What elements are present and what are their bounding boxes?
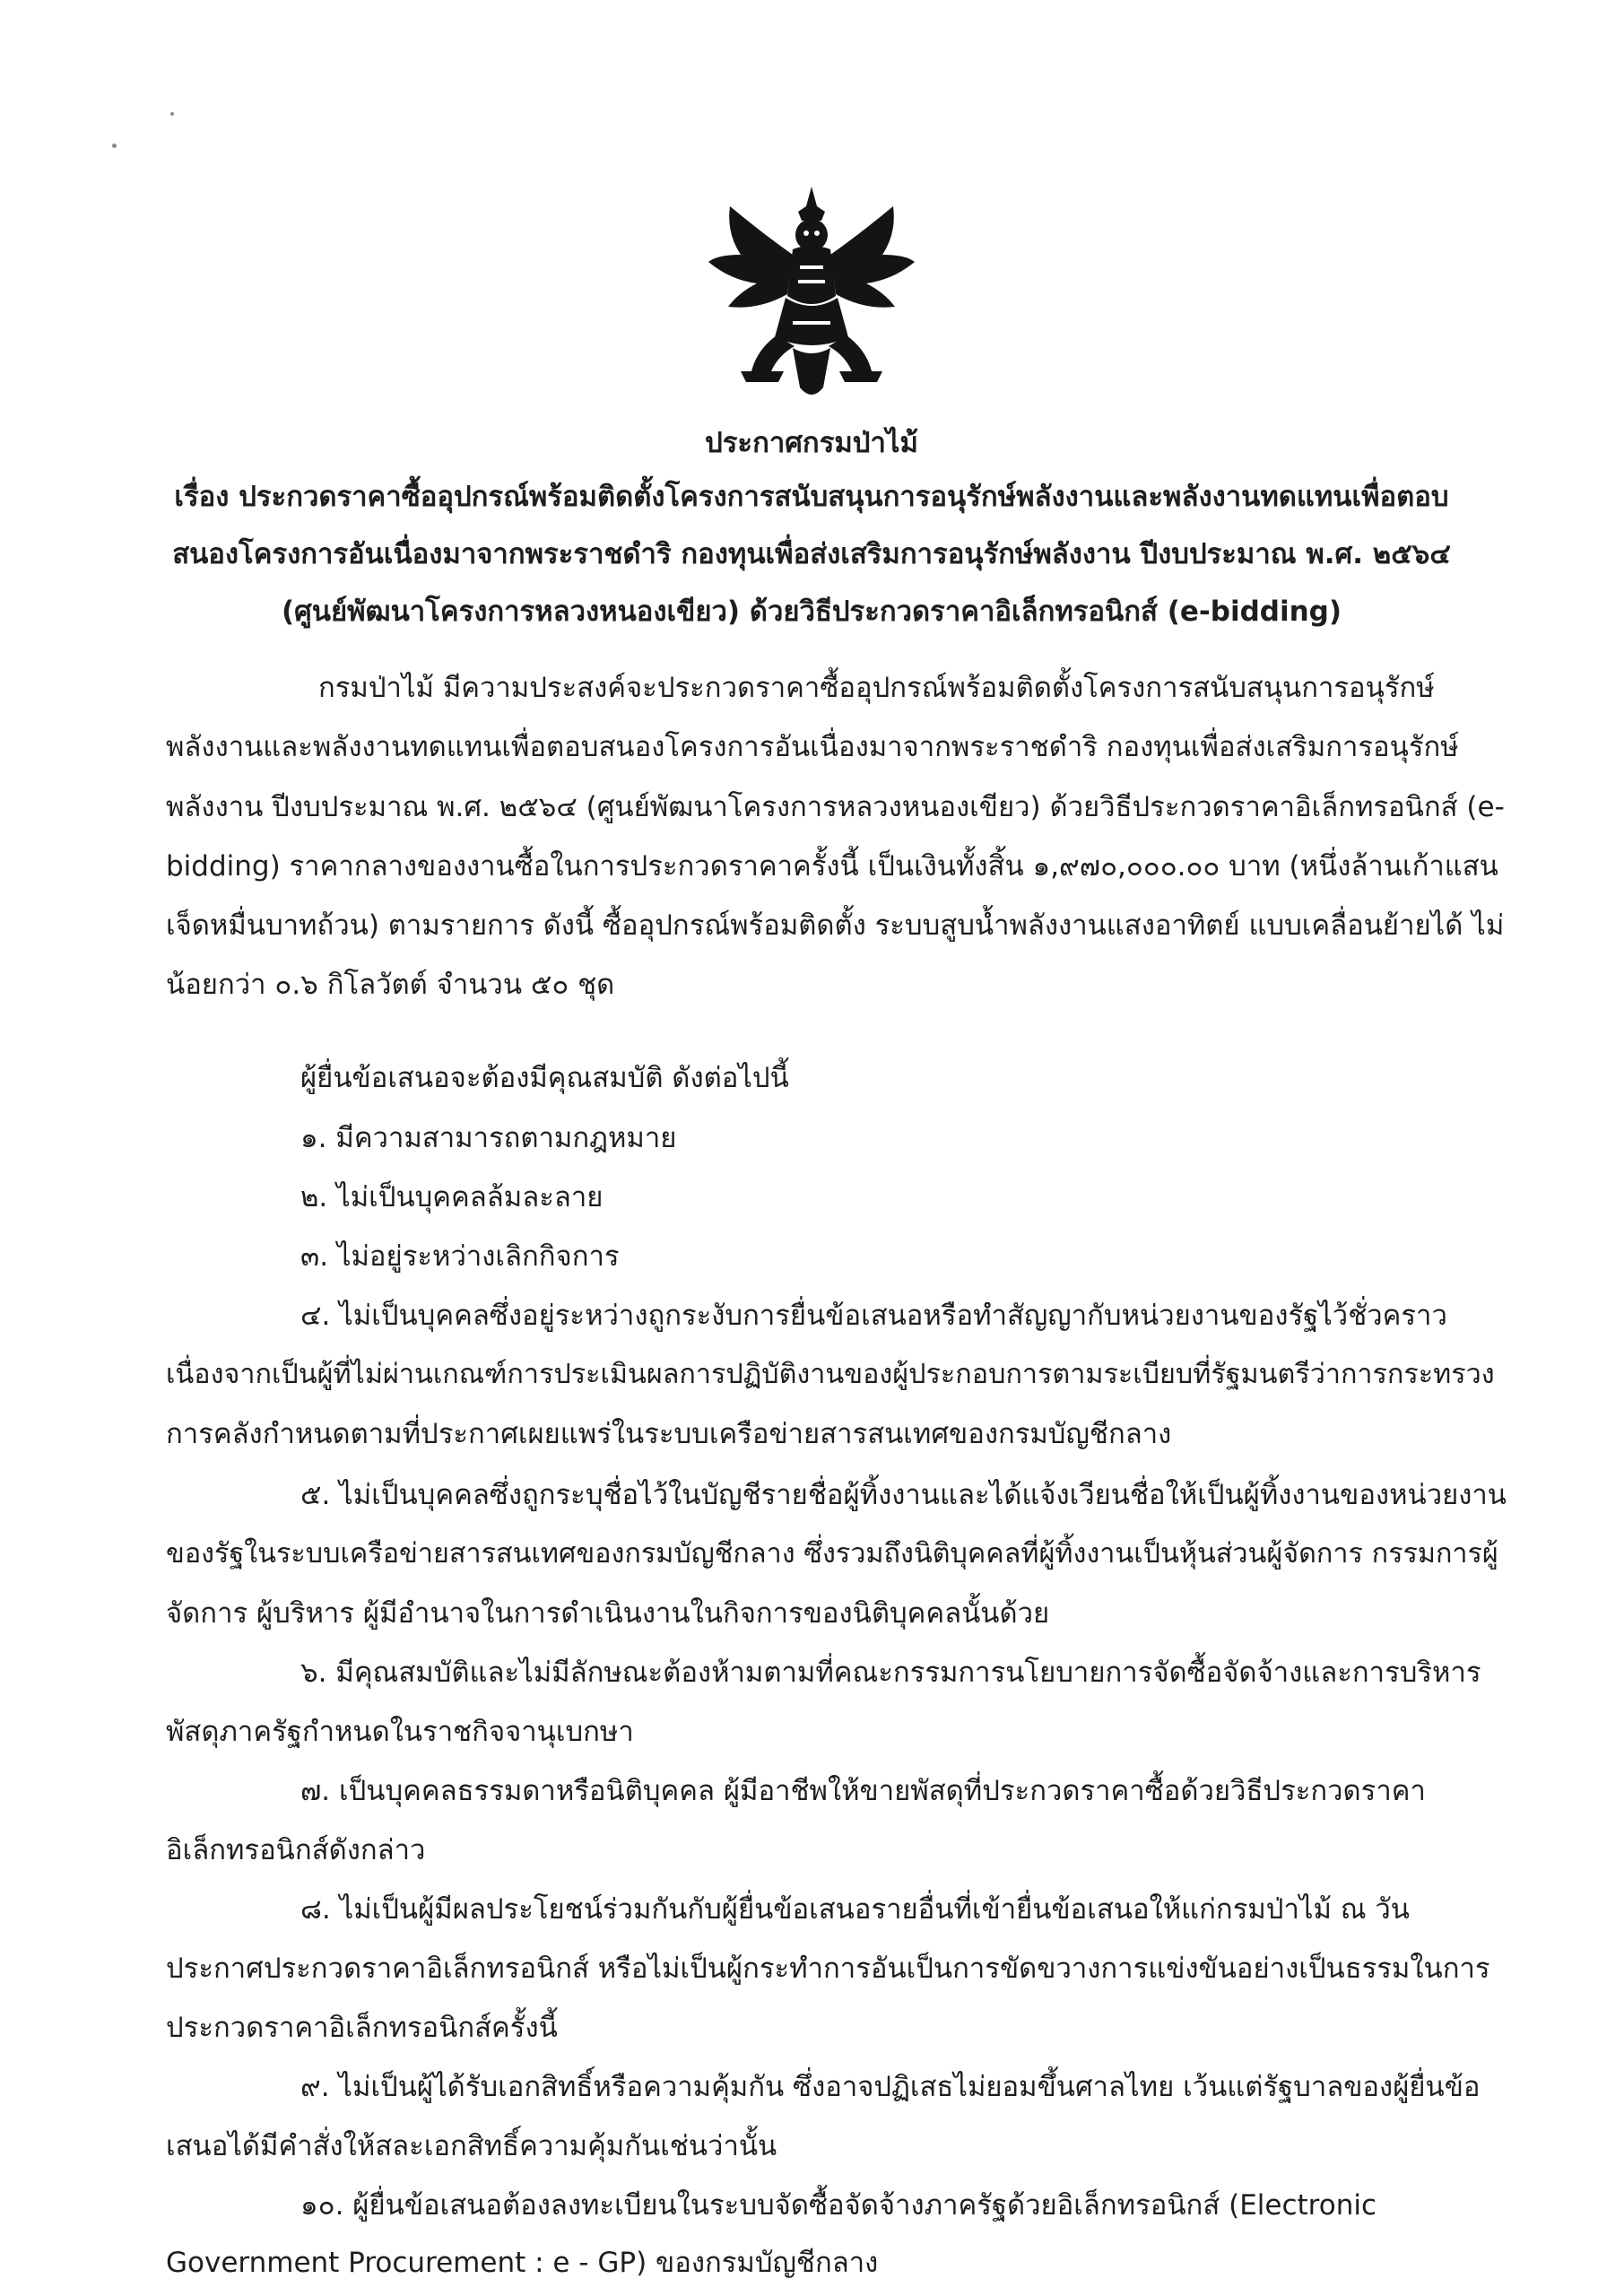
qualification-item-continued: เสนอได้มีคำสั่งให้สละเอกสิทธิ์ความคุ้มกันเช่นว่านั้น [166, 2130, 777, 2162]
intro-line: พลังงาน ปีงบประมาณ พ.ศ. ๒๕๖๔ (ศูนย์พัฒนาโครงการหลวงหนองเขียว) ด้วยวิธีประกวดราคาอิเล็กทรอนิกส์ (e- [166, 791, 1505, 823]
intro-line: กรมป่าไม้ มีความประสงค์จะประกวดราคาซื้ออุปกรณ์พร้อมติดตั้งโครงการสนับสนุนการอนุรักษ์ [318, 672, 1435, 704]
scan-speck [112, 144, 117, 148]
qualification-item-continued: การคลังกำหนดตามที่ประกาศเผยแพร่ในระบบเครือข่ายสารสนเทศของกรมบัญชีกลาง [166, 1418, 1172, 1450]
qualification-item: ๔. ไม่เป็นบุคคลซึ่งอยู่ระหว่างถูกระงับการยื่นข้อเสนอหรือทำสัญญากับหน่วยงานของรัฐไว้ชั่วคราว [300, 1300, 1447, 1332]
qualification-item-continued: พัสดุภาครัฐกำหนดในราชกิจจานุเบกษา [166, 1716, 634, 1748]
subject-line: สนองโครงการอันเนื่องมาจากพระราชดำริ กองทุนเพื่อส่งเสริมการอนุรักษ์พลังงาน ปีงบประมาณ พ.ศ. ๒๕๖๔ [172, 538, 1451, 570]
qualification-item-continued: ของรัฐในระบบเครือข่ายสารสนเทศของกรมบัญชีกลาง ซึ่งรวมถึงนิติบุคคลที่ผู้ทิ้งงานเป็นหุ้นส่วนผู้จัดการ กรรมการผู้ [166, 1538, 1498, 1570]
qualification-item: ๒. ไม่เป็นบุคคลล้มละลาย [300, 1181, 604, 1213]
qualification-item-continued: เนื่องจากเป็นผู้ที่ไม่ผ่านเกณฑ์การประเมินผลการปฏิบัติงานของผู้ประกอบการตามระเบียบที่รัฐมนตรีว่าการกระทรวง [166, 1359, 1495, 1390]
intro-line: bidding) ราคากลางของงานซื้อในการประกวดราคาครั้งนี้ เป็นเงินทั้งสิ้น ๑,๙๗๐,๐๐๐.๐๐ บาท (หนึ่งล้านเก้าแสน [166, 850, 1498, 883]
qualification-item: ๓. ไม่อยู่ระหว่างเลิกกิจการ [300, 1240, 620, 1273]
qualification-item-continued: ประกาศประกวดราคาอิเล็กทรอนิกส์ หรือไม่เป็นผู้กระทำการอันเป็นการขัดขวางการแข่งขันอย่างเป็นธรรมในการ [166, 1952, 1490, 1985]
subject-line: (ศูนย์พัฒนาโครงการหลวงหนองเขียว) ด้วยวิธีประกวดราคาอิเล็กทรอนิกส์ (e-bidding) [281, 596, 1342, 628]
qualification-item-continued: จัดการ ผู้บริหาร ผู้มีอำนาจในการดำเนินงานในกิจการของนิติบุคคลนั้นด้วย [166, 1597, 1050, 1630]
scan-speck [170, 112, 174, 116]
intro-line: น้อยกว่า ๐.๖ กิโลวัตต์ จำนวน ๕๐ ชุด [166, 969, 615, 1001]
qualification-item: ๑๐. ผู้ยื่นข้อเสนอต้องลงทะเบียนในระบบจัดซื้อจัดจ้างภาครัฐด้วยอิเล็กทรอนิกส์ (Electronic [300, 2189, 1376, 2222]
qualification-item: ๘. ไม่เป็นผู้มีผลประโยชน์ร่วมกันกับผู้ยื่นข้อเสนอรายอื่นที่เข้ายื่นข้อเสนอให้แก่กรมป่าไม้ ณ วัน [300, 1893, 1410, 1926]
intro-line: พลังงานและพลังงานทดแทนเพื่อตอบสนองโครงการอันเนื่องมาจากพระราชดำริ กองทุนเพื่อส่งเสริมการอนุรักษ์ [166, 731, 1459, 763]
qualification-item: ๕. ไม่เป็นบุคคลซึ่งถูกระบุชื่อไว้ในบัญชีรายชื่อผู้ทิ้งงานและได้แจ้งเวียนชื่อให้เป็นผู้ทิ้งงานของหน่วยงาน [300, 1479, 1507, 1511]
qualification-item-continued: ประกวดราคาอิเล็กทรอนิกส์ครั้งนี้ [166, 2012, 558, 2044]
intro-line: เจ็ดหมื่นบาทถ้วน) ตามรายการ ดังนี้ ซื้ออุปกรณ์พร้อมติดตั้ง ระบบสูบน้ำพลังงานแสงอาทิตย์ แบบเคลื่อนย้ายได้ ไม่ [166, 909, 1505, 942]
qualifications-heading: ผู้ยื่นข้อเสนอจะต้องมีคุณสมบัติ ดังต่อไปนี้ [300, 1062, 789, 1094]
qualification-item-continued: อิเล็กทรอนิกส์ดังกล่าว [166, 1834, 426, 1866]
qualification-item: ๖. มีคุณสมบัติและไม่มีลักษณะต้องห้ามตามที่คณะกรรมการนโยบายการจัดซื้อจัดจ้างและการบริหาร [300, 1657, 1481, 1689]
page-title: ประกาศกรมป่าไม้ [705, 427, 918, 459]
qualification-item: ๑. มีความสามารถตามกฎหมาย [300, 1122, 677, 1154]
qualification-item-continued: Government Procurement : e - GP) ของกรมบัญชีกลาง [166, 2247, 879, 2279]
garuda-emblem-icon [699, 179, 924, 413]
qualification-item: ๗. เป็นบุคคลธรรมดาหรือนิติบุคคล ผู้มีอาชีพให้ขายพัสดุที่ประกวดราคาซื้อด้วยวิธีประกวดราคา [300, 1775, 1426, 1807]
subject-line: เรื่อง ประกวดราคาซื้ออุปกรณ์พร้อมติดตั้งโครงการสนับสนุนการอนุรักษ์พลังงานและพลังงานทดแทนเพื่อตอบ [174, 481, 1449, 513]
qualification-item: ๙. ไม่เป็นผู้ได้รับเอกสิทธิ์หรือความคุ้มกัน ซึ่งอาจปฏิเสธไม่ยอมขึ้นศาลไทย เว้นแต่รัฐบาลของผู้ยื่นข้อ [300, 2071, 1481, 2103]
